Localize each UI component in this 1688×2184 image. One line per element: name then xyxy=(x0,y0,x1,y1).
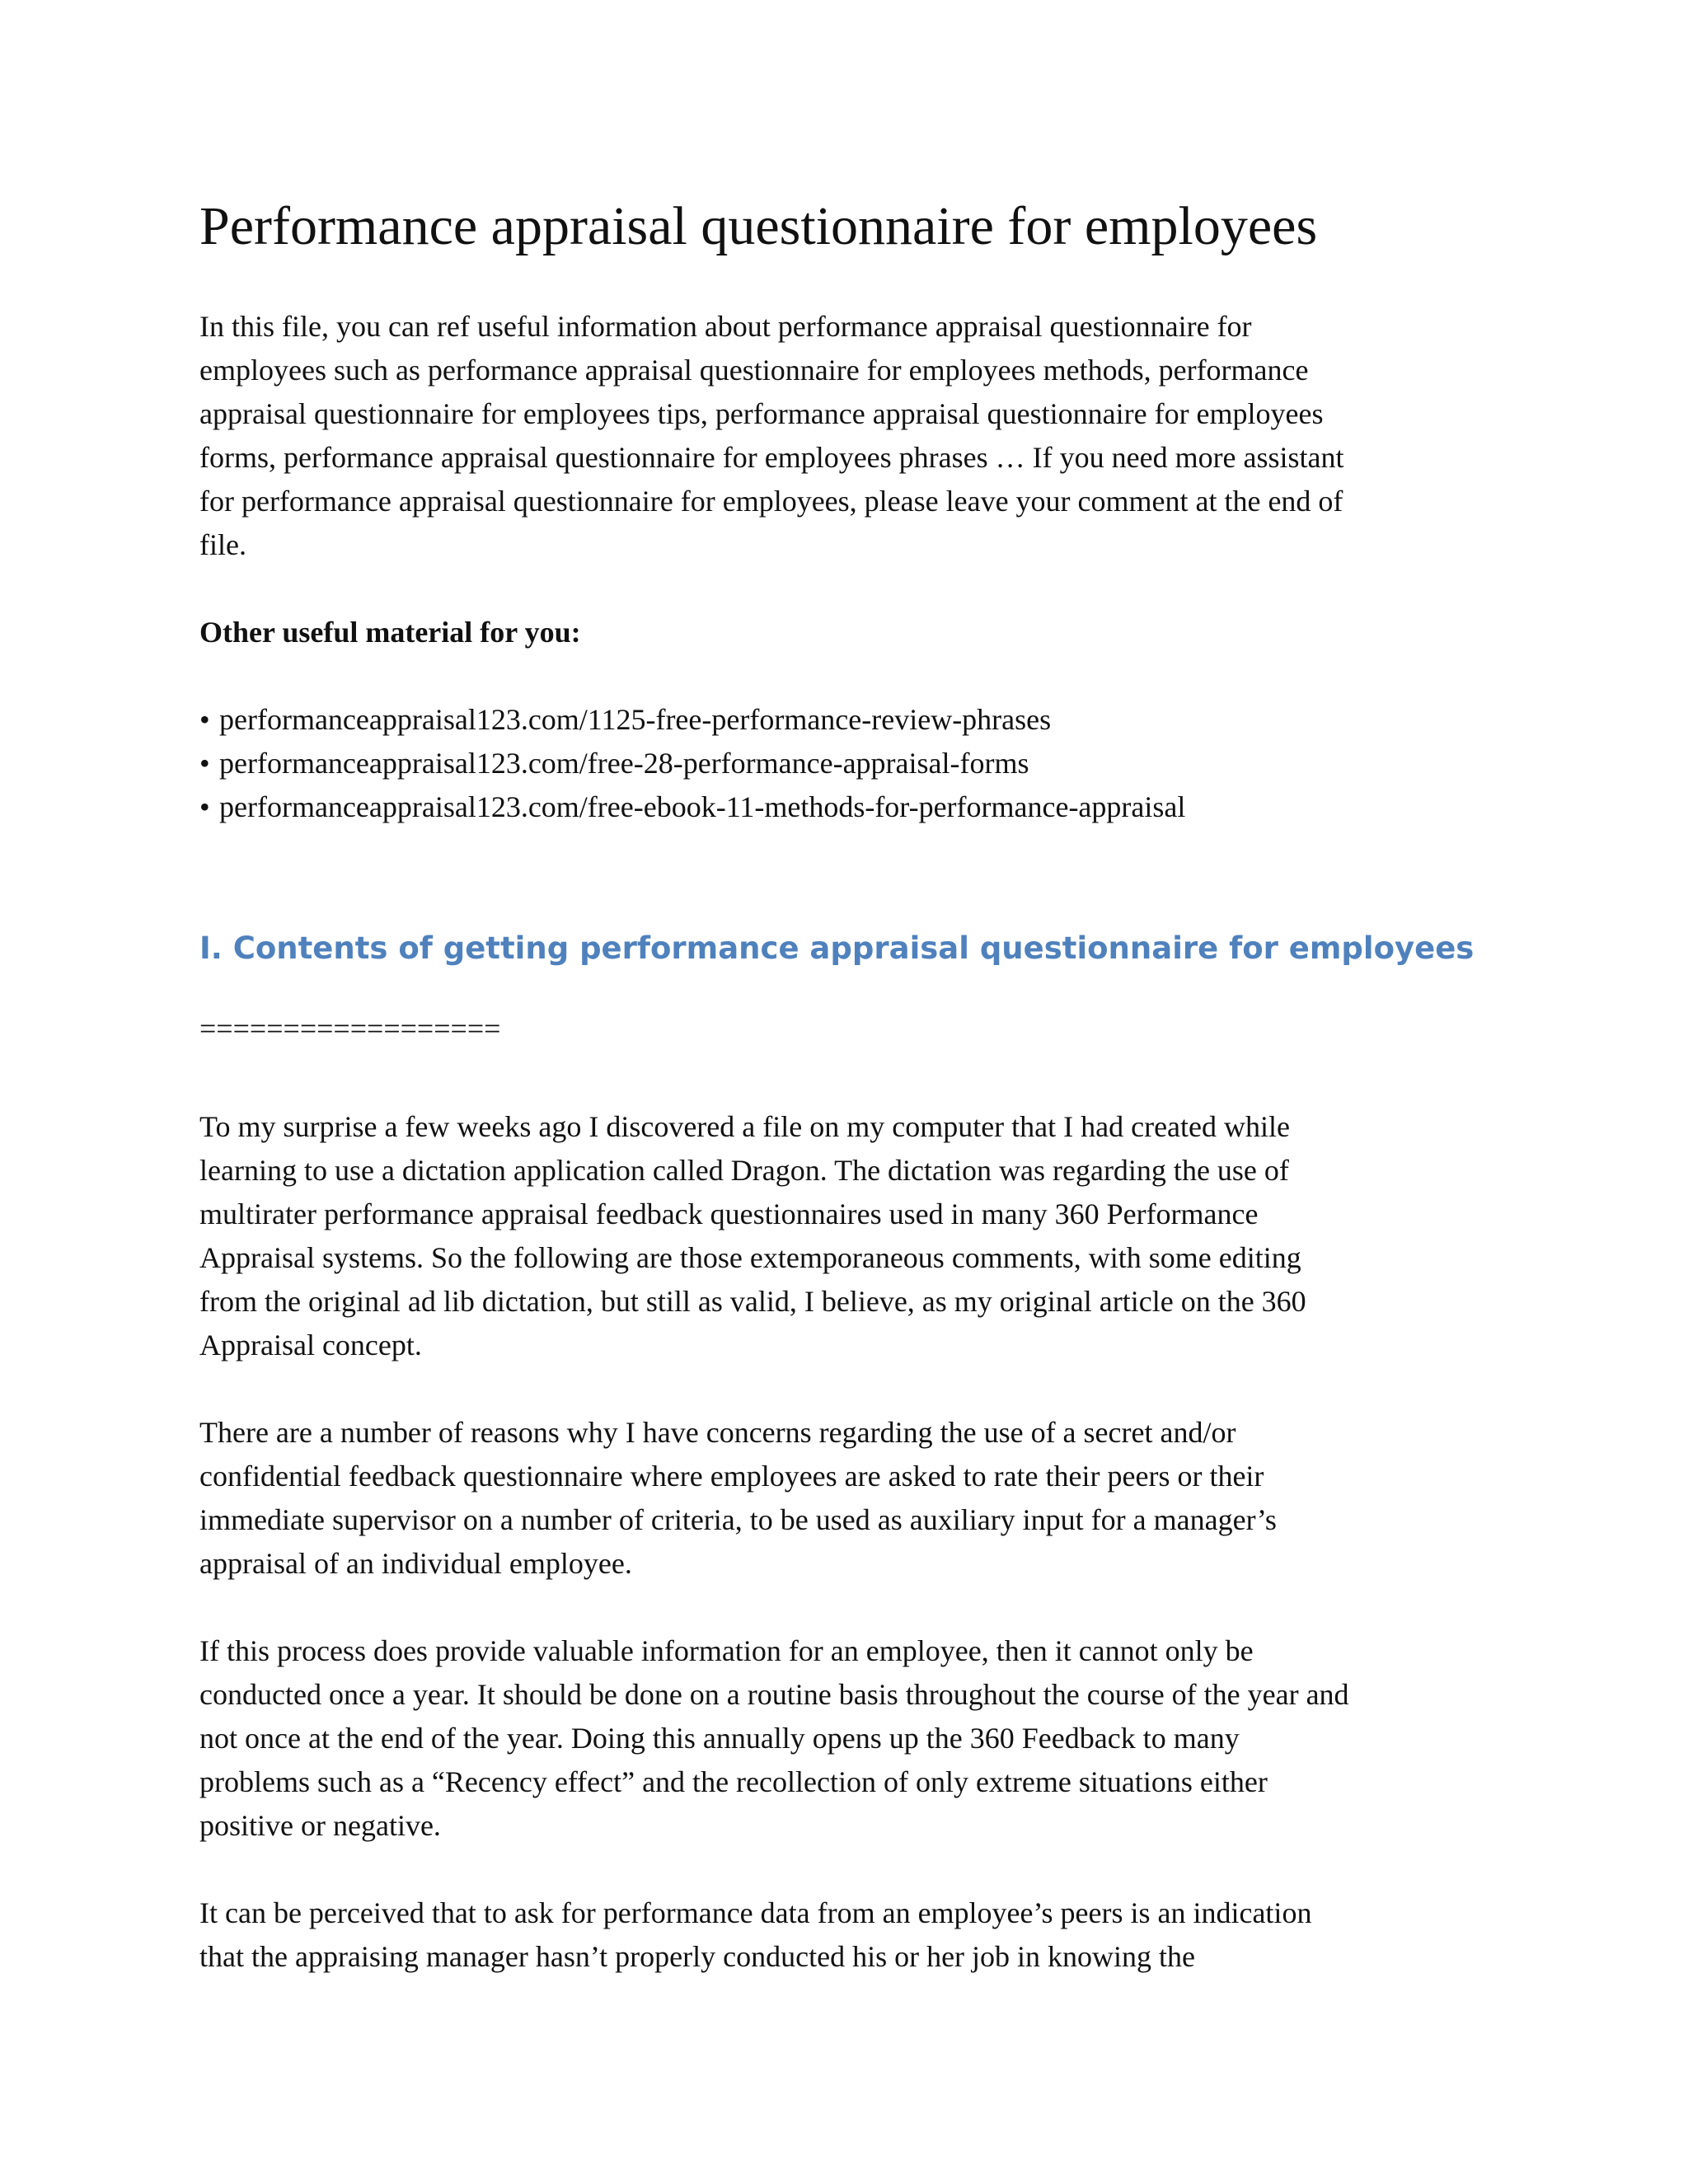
body-line: Appraisal concept. xyxy=(199,1329,422,1361)
body-line: Appraisal systems. So the following are those extemporaneous comments, with some editing xyxy=(199,1241,1301,1274)
body-line: If this process does provide valuable information for an employee, then it cannot only be xyxy=(199,1634,1254,1667)
link-text[interactable]: performanceappraisal123.com/1125-free-performance-review-phrases xyxy=(219,703,1052,736)
body-line: from the original ad lib dictation, but still as valid, I believe, as my original article on the 360 xyxy=(199,1285,1306,1318)
body-paragraph xyxy=(199,1105,1493,1367)
intro-line: forms, performance appraisal questionnaire for employees phrases … If you need more assistant xyxy=(199,441,1344,474)
body-line: immediate supervisor on a number of criteria, to be used as auxiliary input for a manager’s xyxy=(199,1503,1277,1536)
intro-line: employees such as performance appraisal questionnaire for employees methods, performance xyxy=(199,354,1309,387)
list-item xyxy=(199,742,1493,785)
body-line: conducted once a year. It should be done on a routine basis throughout the course of the year and xyxy=(199,1678,1349,1711)
body-line: confidential feedback questionnaire where employees are asked to rate their peers or their xyxy=(199,1460,1264,1493)
document-page xyxy=(199,190,1493,2022)
body-line: not once at the end of the year. Doing this annually opens up the 360 Feedback to many xyxy=(199,1722,1240,1755)
link-text[interactable]: performanceappraisal123.com/free-ebook-11-methods-for-performance-appraisal xyxy=(219,790,1186,823)
intro-line: for performance appraisal questionnaire for employees, please leave your comment at the end of xyxy=(199,485,1343,518)
intro-line: appraisal questionnaire for employees tips, performance appraisal questionnaire for employees xyxy=(199,397,1324,430)
bullet-icon: • xyxy=(199,747,210,780)
body-line: positive or negative. xyxy=(199,1809,441,1842)
body-paragraph xyxy=(199,1891,1493,1979)
link-text[interactable]: performanceappraisal123.com/free-28-performance-appraisal-forms xyxy=(219,747,1029,780)
intro-line: file. xyxy=(199,528,246,561)
body-line: It can be perceived that to ask for performance data from an employee’s peers is an indication xyxy=(199,1896,1312,1929)
link-list xyxy=(199,698,1493,829)
body-line: There are a number of reasons why I have concerns regarding the use of a secret and/or xyxy=(199,1416,1236,1449)
body-line: learning to use a dictation application called Dragon. The dictation was regarding the use of xyxy=(199,1154,1289,1187)
body-line: To my surprise a few weeks ago I discovered a file on my computer that I had created while xyxy=(199,1110,1290,1143)
body-paragraph xyxy=(199,1629,1493,1848)
divider: ================== xyxy=(199,1012,501,1045)
page-title: Performance appraisal questionnaire for employees xyxy=(199,196,1318,256)
intro-line: In this file, you can ref useful information about performance appraisal questionnaire for xyxy=(199,310,1252,343)
body-line: that the appraising manager hasn’t properly conducted his or her job in knowing the xyxy=(199,1940,1196,1973)
bullet-icon: • xyxy=(199,790,210,823)
other-material-heading: Other useful material for you: xyxy=(199,616,581,649)
list-item xyxy=(199,698,1493,742)
list-item xyxy=(199,785,1493,829)
section-heading: I. Contents of getting performance appraisal questionnaire for employees xyxy=(199,930,1475,966)
body-line: problems such as a “Recency effect” and the recollection of only extreme situations either xyxy=(199,1765,1268,1798)
intro-paragraph xyxy=(199,305,1493,567)
body-line: appraisal of an individual employee. xyxy=(199,1547,632,1580)
body-line: multirater performance appraisal feedback questionnaires used in many 360 Performance xyxy=(199,1197,1259,1230)
body-paragraph xyxy=(199,1411,1493,1586)
bullet-icon: • xyxy=(199,703,210,736)
